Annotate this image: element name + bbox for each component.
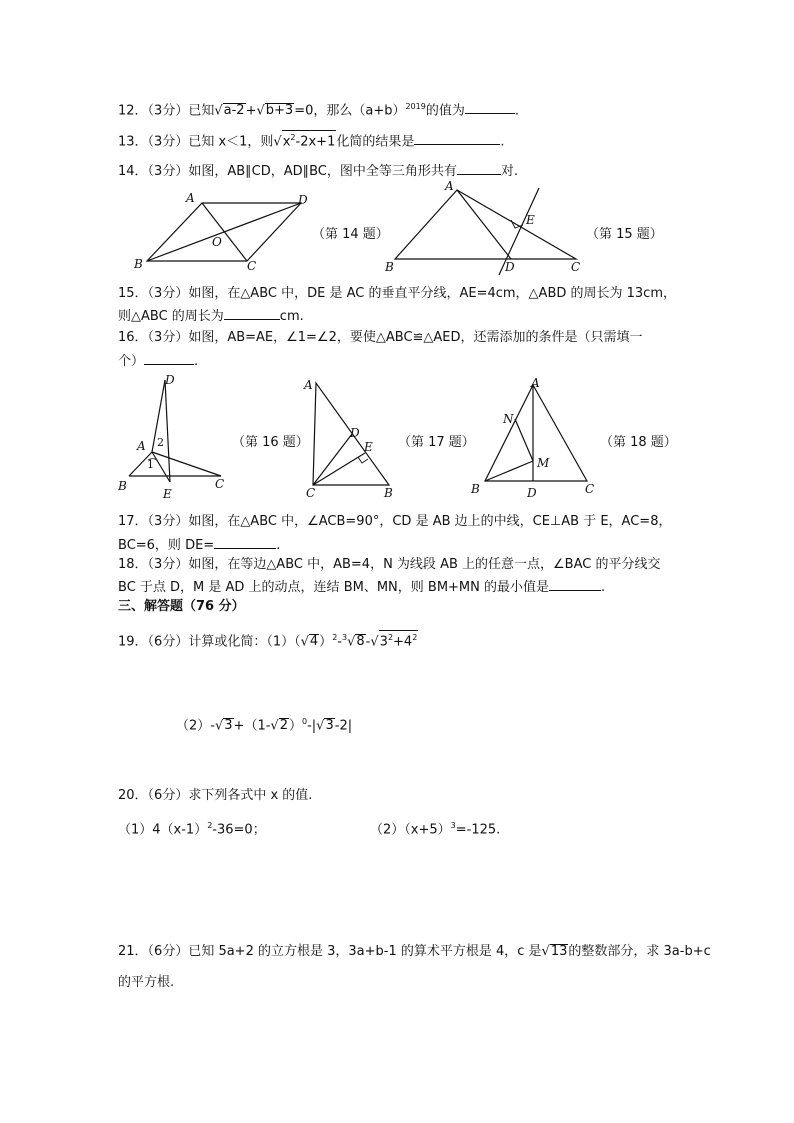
label-O: O [212,235,222,249]
question-15-line1: 15．（3分）如图，在△ABC 中，DE 是 AC 的垂直平分线，AE=4cm，△ABD 的周长为 13cm， [118,286,676,301]
section-heading: 三、解答题（76 分） [118,599,245,614]
label-E: E [526,213,535,227]
question-19-2: $(2)-√3+(1-√2)^0-|√3-2|$ [176,717,353,734]
label-B: B [471,482,480,496]
label-D: D [165,373,175,387]
question-14: 14．（3分）如图，AB∥CD，AD∥BC，图中全等三角形共有 对. [118,164,519,179]
answer-blank[interactable] [214,536,276,549]
label-D: D [527,486,537,500]
caption-17: （第 17 题） [398,435,475,450]
angle-2: 2 [157,436,164,449]
label-M: M [537,456,550,470]
question-15-line2: 则△ABC 的周长为 cm. [118,309,304,324]
label-E: E [364,440,373,454]
figure-17 [300,375,400,503]
answer-blank[interactable] [457,162,501,175]
question-17-line2: BC=6，则 DE= . [118,538,281,553]
label-B: B [134,257,143,271]
question-17-line1: 17．（3分）如图，在△ABC 中，∠ACB=90°，CD 是 AB 边上的中线，CE⊥AB 于 E，AC=8， [118,514,672,529]
question-21-line2: 的平方根. [118,975,175,990]
angle-1: 1 [147,458,154,471]
answer-blank[interactable] [465,101,515,114]
label-C: C [215,477,225,491]
answer-blank[interactable] [144,352,194,365]
figure-16 [115,370,235,502]
question-19-1: 19．（6分）计算或化简：$(1)(√4)^2-^3√8-√3^2+4^2$ [118,630,418,650]
question-18-line2: BC 于点 D，M 是 AD 上的动点，连结 BM、MN，则 BM+MN 的最小值是 . [118,580,606,595]
label-C: C [247,259,257,273]
caption-14: （第 14 题） [312,227,389,242]
question-13: 13．（3分）已知 x＜1，则$√x^2-2x+1$化简的结果是 . [118,130,505,150]
label-A: A [137,439,146,453]
question-18-line1: 18．（3分）如图，在等边△ABC 中，AB=4，N 为线段 AB 上的任意一点，∠BAC 的平分线交 [118,557,661,572]
label-A: A [445,180,454,193]
label-B: B [118,479,127,493]
question-16-line2: 个） . [118,354,199,369]
label-B: B [384,486,393,500]
question-20-1: $(1)4(x-1)^2-36=0$； [118,821,266,838]
label-B: B [385,260,394,274]
label-C: C [306,486,316,500]
caption-18: （第 18 题） [600,435,677,450]
answer-blank[interactable] [549,578,601,591]
answer-blank[interactable] [224,307,280,320]
label-A: A [304,378,313,392]
question-20-2: $(2)(x+5)^3=-125$. [370,821,501,838]
question-21-line1: 21．（6分）已知 5a+2 的立方根是 3，3a+b-1 的算术平方根是 4，c 是√13的整数部分，求 3a-b+c [118,944,711,959]
label-C: C [571,260,581,274]
label-N: N [503,412,514,426]
answer-blank[interactable] [414,132,500,145]
question-12: 12．（3分）已知√a-2+√b+3=0，那么$(a+b)^{2019}$的值为 . [118,102,519,119]
label-E: E [163,487,172,501]
label-D: D [298,193,308,207]
caption-16: （第 16 题） [232,435,309,450]
figure-14 [128,188,318,273]
figure-15 [383,180,593,275]
question-16-line1: 16．（3分）如图，AB=AE，∠1=∠2，要使△ABC≌△AED，还需添加的条件是（只需填一 [118,330,643,345]
label-D: D [505,260,515,274]
label-A: A [186,191,195,205]
caption-15: （第 15 题） [586,227,663,242]
label-D: D [350,426,360,440]
question-20: 20．（6分）求下列各式中 x 的值. [118,788,313,803]
label-A: A [531,376,540,390]
figure-18 [465,375,605,503]
label-C: C [585,482,595,496]
